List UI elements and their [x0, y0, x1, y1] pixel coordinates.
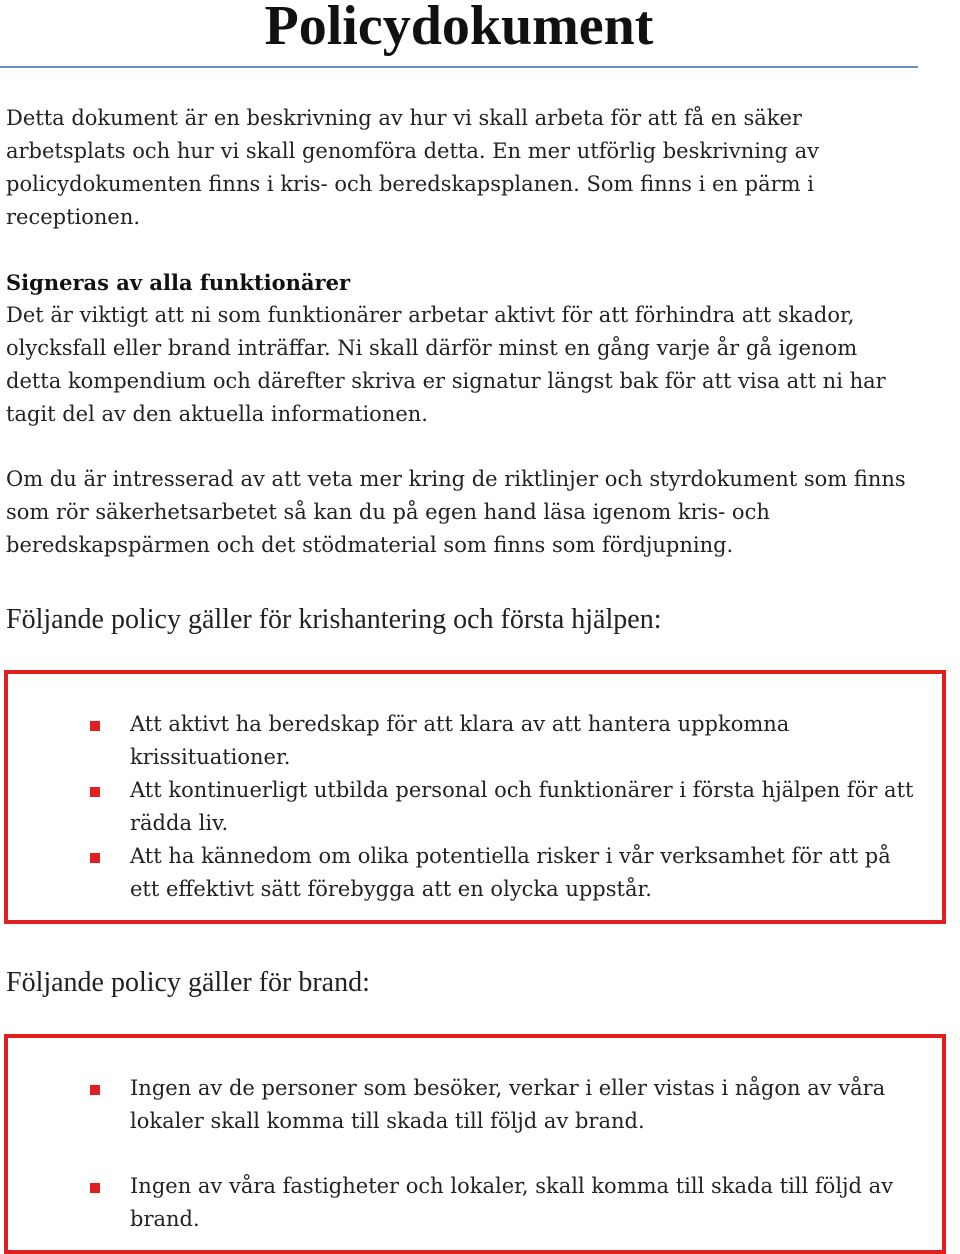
crisis-policy-box: [4, 670, 946, 924]
page-title-text: Policydokument: [264, 0, 654, 57]
signature-heading: Signeras av alla funktionärer: [6, 270, 351, 295]
intro-paragraph: Detta dokument är en beskrivning av hur vi skall arbeta för att få en säker arbetsplats och hur vi skall genomföra detta. En mer utförlig beskrivning av policydokumenten finns i kris- och beredskapsplanen. Som finns i en pärm i receptionen.: [6, 106, 820, 229]
title-underline: [0, 66, 918, 68]
square-bullet-icon: [90, 787, 100, 797]
square-bullet-icon: [90, 1183, 100, 1193]
interest-paragraph: Om du är intresserad av att veta mer kring de riktlinjer och styrdokument som finns som rör säkerhetsarbetet så kan du på egen hand läsa igenom kris- och beredskapspärmen och det stödmaterial som finns som fördjupning.: [6, 467, 906, 557]
square-bullet-icon: [90, 1085, 100, 1095]
fire-policy-box: [4, 1034, 946, 1254]
square-bullet-icon: [90, 721, 100, 731]
square-bullet-icon: [90, 853, 100, 863]
fire-policy-heading: Följande policy gäller för brand:: [6, 967, 370, 998]
page-title: [0, 0, 918, 57]
list-item-text: Att ha kännedom om olika potentiella risker i vår verksamhet för att på ett effektivt sätt förebygga att en olycka uppstår.: [130, 844, 891, 901]
list-item-text: Att aktivt ha beredskap för att klara av att hantera uppkomna krissituationer.: [130, 712, 790, 769]
signature-section: [6, 266, 916, 431]
list-item-text: Ingen av våra fastigheter och lokaler, skall komma till skada till följd av brand.: [130, 1174, 894, 1231]
crisis-policy-heading: Följande policy gäller för krishantering och första hjälpen:: [6, 604, 662, 635]
list-item-text: Ingen av de personer som besöker, verkar i eller vistas i någon av våra lokaler skall komma till skada till följd av brand.: [130, 1076, 886, 1133]
list-item-text: Att kontinuerligt utbilda personal och funktionärer i första hjälpen för att rädda liv.: [130, 778, 914, 835]
signature-paragraph: Det är viktigt att ni som funktionärer arbetar aktivt för att förhindra att skador, olycksfall eller brand inträffar. Ni skall därför minst en gång varje år gå igenom detta kompendium och därefter skriva er signatur längst bak för att visa att ni har tagit del av den aktuella informationen.: [6, 303, 886, 426]
